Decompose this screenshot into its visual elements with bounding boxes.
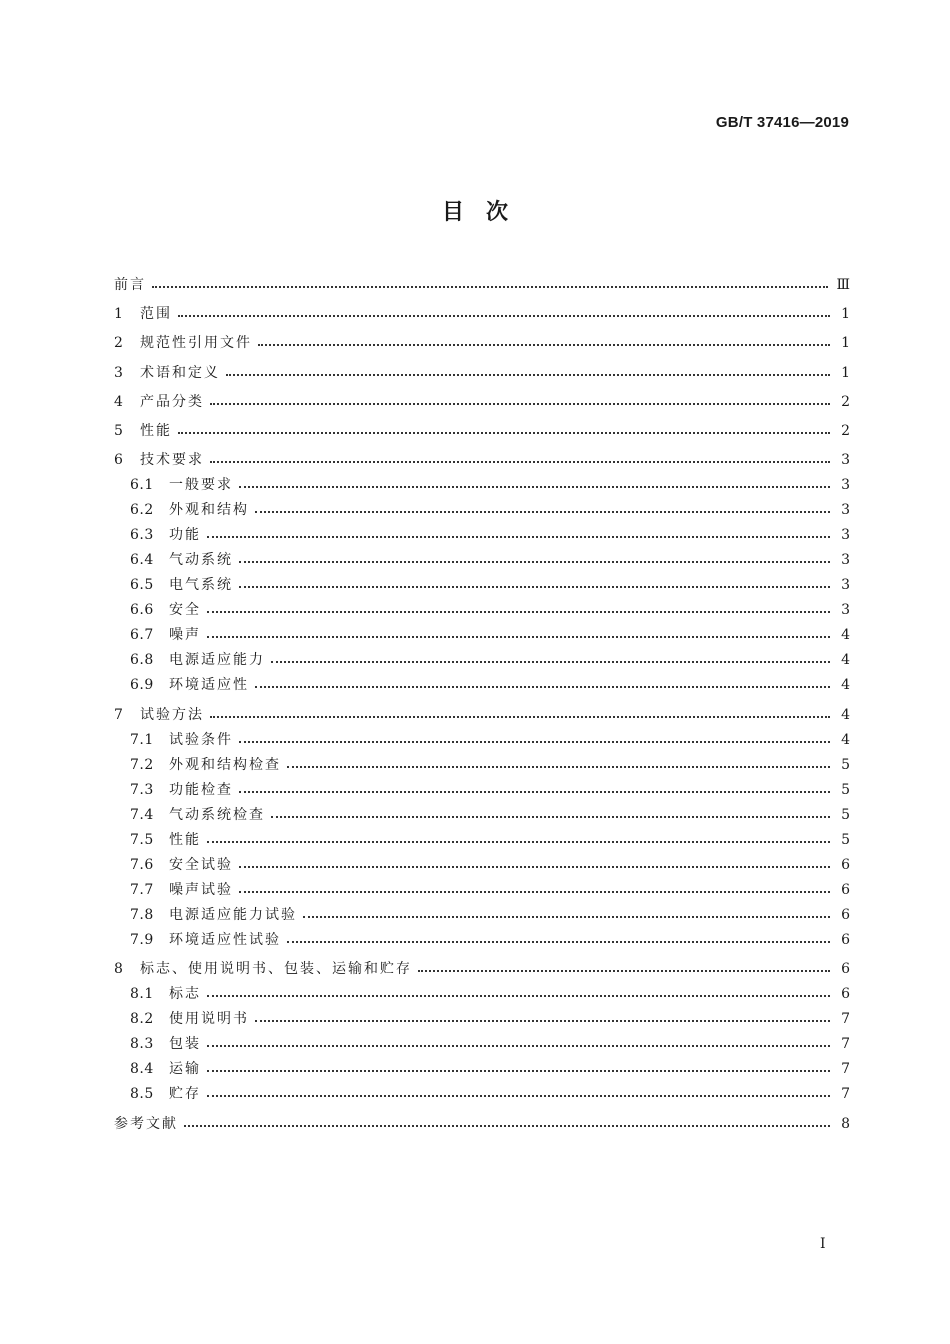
toc-entry-page: 1 — [841, 365, 850, 381]
toc-entry-label: 试验条件 — [169, 732, 233, 748]
toc-entry-label: 电源适应能力试验 — [169, 907, 297, 923]
toc-entry-page: 5 — [841, 832, 850, 848]
toc-entry-label: 性能 — [169, 832, 201, 848]
toc-entry-label: 外观和结构检查 — [169, 757, 281, 773]
toc-entry[interactable] — [130, 779, 850, 801]
toc-leader-dots — [210, 716, 830, 718]
toc-entry[interactable] — [130, 474, 850, 496]
toc-leader-dots — [255, 686, 830, 688]
toc-entry[interactable] — [130, 499, 850, 521]
toc-entry-number: 7.4 — [130, 807, 154, 823]
toc-leader-dots — [184, 1125, 830, 1127]
toc-entry-number: 7.6 — [130, 857, 154, 873]
toc-leader-dots — [226, 374, 830, 376]
toc-leader-dots — [239, 791, 830, 793]
toc-entry-number: 6.6 — [130, 602, 154, 618]
toc-entry[interactable] — [130, 549, 850, 571]
toc-leader-dots — [207, 1095, 830, 1097]
toc-entry[interactable] — [130, 524, 850, 546]
page-title: 目 次 — [441, 200, 508, 225]
toc-entry[interactable] — [114, 704, 850, 726]
toc-entry[interactable] — [114, 274, 850, 296]
toc-entry-number: 3 — [114, 365, 124, 381]
toc-leader-dots — [258, 344, 830, 346]
toc-entry-label: 标志、使用说明书、包装、运输和贮存 — [140, 961, 412, 977]
toc-entry-number: 6.8 — [130, 652, 154, 668]
toc-entry[interactable] — [130, 904, 850, 926]
toc-entry-label: 气动系统 — [169, 552, 233, 568]
toc-entry-number: 6.9 — [130, 677, 154, 693]
toc-entry-number: 8 — [114, 961, 124, 977]
toc-entry-number: 8.5 — [130, 1086, 154, 1102]
toc-entry-label: 电气系统 — [169, 577, 233, 593]
toc-entry-page: 6 — [841, 961, 850, 977]
toc-leader-dots — [239, 586, 830, 588]
toc-entry-number: 4 — [114, 394, 124, 410]
toc-entry[interactable] — [130, 1083, 850, 1105]
toc-entry-page: 3 — [841, 477, 850, 493]
toc-entry-page: 3 — [841, 527, 850, 543]
toc-entry[interactable] — [130, 649, 850, 671]
toc-entry-label: 包装 — [169, 1036, 201, 1052]
toc-leader-dots — [178, 315, 830, 317]
toc-entry[interactable] — [114, 449, 850, 471]
toc-entry-label: 规范性引用文件 — [140, 335, 252, 351]
toc-leader-dots — [207, 536, 830, 538]
toc-entry-number: 6.1 — [130, 477, 154, 493]
toc-entry[interactable] — [130, 729, 850, 751]
toc-entry-label: 参考文献 — [114, 1116, 178, 1132]
toc-entry[interactable] — [130, 854, 850, 876]
toc-entry-label: 术语和定义 — [140, 365, 220, 381]
toc-entry-page: 2 — [841, 394, 850, 410]
toc-entry[interactable] — [114, 1113, 850, 1135]
toc-entry-page: 5 — [841, 807, 850, 823]
toc-leader-dots — [210, 403, 830, 405]
toc-leader-dots — [152, 286, 828, 288]
toc-entry-page: 1 — [841, 306, 850, 322]
toc-entry-number: 7.5 — [130, 832, 154, 848]
toc-entry-label: 前言 — [114, 277, 146, 293]
toc-entry-page: 6 — [841, 907, 850, 923]
toc-entry[interactable] — [130, 804, 850, 826]
toc-entry-number: 8.1 — [130, 986, 154, 1002]
toc-entry-label: 产品分类 — [140, 394, 204, 410]
toc-entry[interactable] — [130, 624, 850, 646]
toc-leader-dots — [303, 916, 830, 918]
toc-entry-number: 6.2 — [130, 502, 154, 518]
toc-entry-page: Ⅲ — [836, 277, 850, 293]
toc-leader-dots — [239, 866, 830, 868]
toc-entry-page: 4 — [841, 652, 850, 668]
toc-leader-dots — [255, 511, 830, 513]
toc-entry[interactable] — [130, 674, 850, 696]
toc-leader-dots — [271, 816, 830, 818]
toc-entry-page: 4 — [841, 627, 850, 643]
toc-entry[interactable] — [130, 829, 850, 851]
toc-leader-dots — [178, 432, 830, 434]
toc-entry-page: 2 — [841, 423, 850, 439]
toc-entry-page: 7 — [841, 1011, 850, 1027]
toc-entry-label: 外观和结构 — [169, 502, 249, 518]
toc-entry[interactable] — [130, 1033, 850, 1055]
toc-entry-page: 3 — [841, 452, 850, 468]
toc-leader-dots — [239, 741, 830, 743]
toc-entry[interactable] — [130, 983, 850, 1005]
toc-entry-page: 5 — [841, 782, 850, 798]
toc-entry[interactable] — [130, 1058, 850, 1080]
toc-entry[interactable] — [130, 754, 850, 776]
toc-entry-number: 6.4 — [130, 552, 154, 568]
toc-entry-page: 5 — [841, 757, 850, 773]
doc-number: GB/T 37416—2019 — [715, 114, 849, 131]
toc-entry[interactable] — [114, 303, 850, 325]
toc-entry[interactable] — [114, 958, 850, 980]
toc-leader-dots — [418, 970, 830, 972]
toc-leader-dots — [239, 561, 830, 563]
toc-entry-number: 8.2 — [130, 1011, 154, 1027]
toc-entry-number: 7.3 — [130, 782, 154, 798]
toc-entry-number: 8.4 — [130, 1061, 154, 1077]
toc-entry-label: 性能 — [140, 423, 172, 439]
toc-entry-number: 8.3 — [130, 1036, 154, 1052]
toc-entry-number: 7.2 — [130, 757, 154, 773]
toc-entry-number: 1 — [114, 306, 124, 322]
toc-entry[interactable] — [130, 929, 850, 951]
toc-entry-number: 7.1 — [130, 732, 154, 748]
toc-entry-number: 7.9 — [130, 932, 154, 948]
toc-entry-label: 噪声 — [169, 627, 201, 643]
toc-entry-page: 6 — [841, 882, 850, 898]
toc-entry[interactable] — [114, 420, 850, 442]
toc-entry-label: 使用说明书 — [169, 1011, 249, 1027]
toc-leader-dots — [207, 1045, 830, 1047]
toc-leader-dots — [207, 841, 830, 843]
toc-leader-dots — [207, 995, 830, 997]
toc-entry-page: 3 — [841, 502, 850, 518]
toc-entry-page: 4 — [841, 707, 850, 723]
toc-entry-label: 一般要求 — [169, 477, 233, 493]
toc-entry-label: 试验方法 — [140, 707, 204, 723]
toc-entry-page: 3 — [841, 602, 850, 618]
toc-entry-page: 8 — [841, 1116, 850, 1132]
toc-entry-page: 7 — [841, 1036, 850, 1052]
toc-entry-label: 标志 — [169, 986, 201, 1002]
toc-entry-number: 6.5 — [130, 577, 154, 593]
toc-entry-page: 6 — [841, 857, 850, 873]
toc-entry-label: 安全 — [169, 602, 201, 618]
toc-leader-dots — [207, 611, 830, 613]
toc-entry[interactable] — [130, 599, 850, 621]
toc-entry-page: 7 — [841, 1061, 850, 1077]
toc-leader-dots — [255, 1020, 830, 1022]
toc-entry-page: 3 — [841, 552, 850, 568]
toc-leader-dots — [207, 1070, 830, 1072]
toc-entry-number: 7 — [114, 707, 124, 723]
toc-entry-label: 范围 — [140, 306, 172, 322]
toc-entry-label: 环境适应性试验 — [169, 932, 281, 948]
toc-entry-number: 6.7 — [130, 627, 154, 643]
toc-entry-page: 6 — [841, 986, 850, 1002]
toc-entry-number: 6.3 — [130, 527, 154, 543]
toc-entry-page: 1 — [841, 335, 850, 351]
toc-entry[interactable] — [130, 574, 850, 596]
toc-entry[interactable] — [114, 362, 850, 384]
toc-entry-number: 2 — [114, 335, 124, 351]
toc-entry-label: 气动系统检查 — [169, 807, 265, 823]
toc-leader-dots — [239, 891, 830, 893]
toc-entry[interactable] — [114, 332, 850, 354]
toc-entry-label: 环境适应性 — [169, 677, 249, 693]
toc-entry-number: 7.8 — [130, 907, 154, 923]
toc-entry-number: 6 — [114, 452, 124, 468]
toc-entry-number: 5 — [114, 423, 124, 439]
toc-entry-number: 7.7 — [130, 882, 154, 898]
toc-entry-page: 7 — [841, 1086, 850, 1102]
toc-entry-label: 安全试验 — [169, 857, 233, 873]
toc-entry[interactable] — [114, 391, 850, 413]
toc-leader-dots — [207, 636, 830, 638]
toc-leader-dots — [271, 661, 830, 663]
toc-entry-label: 运输 — [169, 1061, 201, 1077]
toc-entry-label: 功能 — [169, 527, 201, 543]
toc-entry-label: 噪声试验 — [169, 882, 233, 898]
page-footer-number: Ⅰ — [820, 1236, 826, 1252]
toc-entry-label: 电源适应能力 — [169, 652, 265, 668]
toc-leader-dots — [287, 766, 830, 768]
toc-entry-label: 贮存 — [169, 1086, 201, 1102]
toc-entry-page: 3 — [841, 577, 850, 593]
toc-leader-dots — [210, 461, 830, 463]
toc-entry-label: 功能检查 — [169, 782, 233, 798]
toc-entry-label: 技术要求 — [140, 452, 204, 468]
toc-leader-dots — [239, 486, 830, 488]
toc-leader-dots — [287, 941, 830, 943]
toc-entry[interactable] — [130, 1008, 850, 1030]
toc-entry-page: 4 — [841, 677, 850, 693]
toc-entry-page: 6 — [841, 932, 850, 948]
toc-entry-page: 4 — [841, 732, 850, 748]
toc-entry[interactable] — [130, 879, 850, 901]
